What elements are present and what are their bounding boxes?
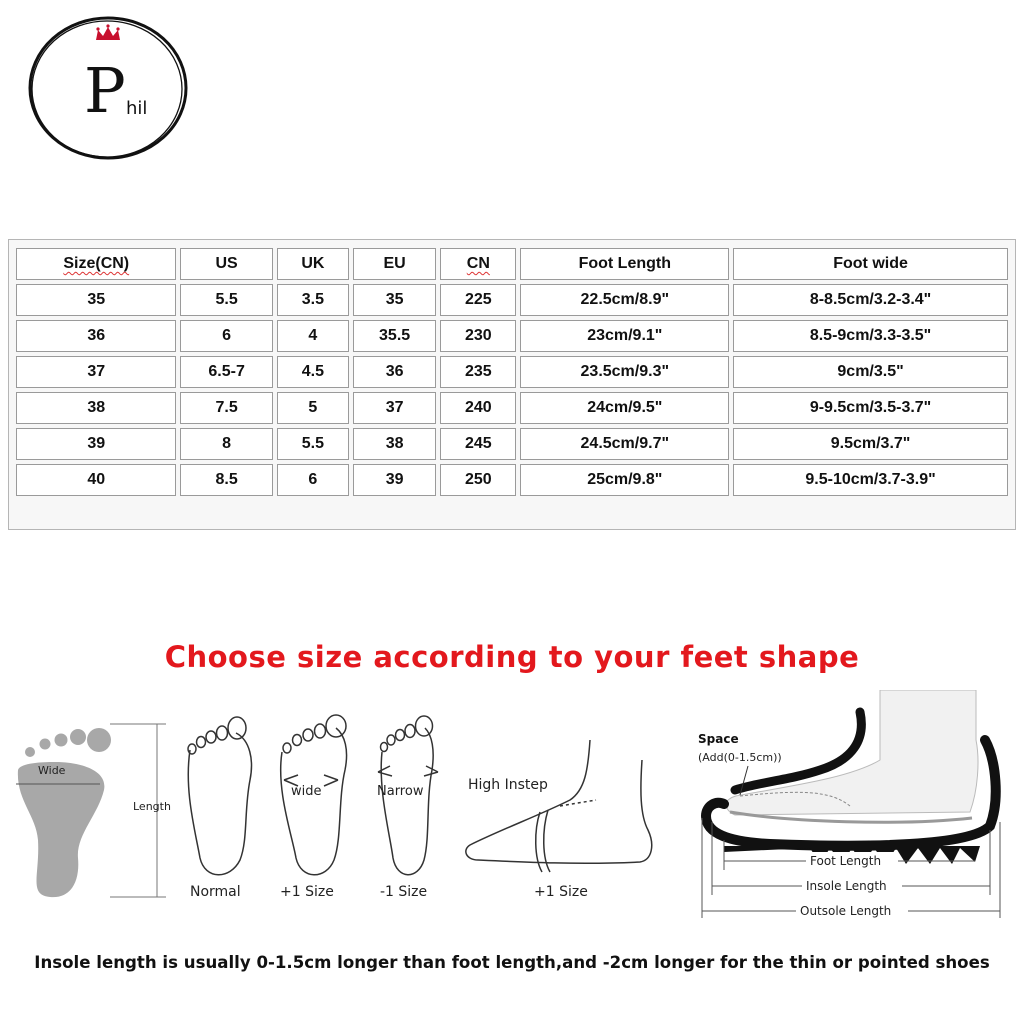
high-instep-caption: +1 Size [534, 884, 588, 900]
narrow-foot-caption: -1 Size [380, 884, 428, 900]
cell-cn: 225 [440, 284, 516, 316]
table-row [16, 392, 1008, 424]
header-size-cn: Size(CN) [16, 248, 176, 280]
cell-foot-length: 22.5cm/8.9" [520, 284, 729, 316]
phil-logo [26, 10, 190, 162]
cell-size-cn: 39 [16, 428, 176, 460]
header-uk: UK [277, 248, 349, 280]
cell-foot-wide: 9cm/3.5" [733, 356, 1008, 388]
logo-letter: P [84, 54, 126, 127]
cell-eu: 35.5 [353, 320, 436, 352]
cell-eu: 35 [353, 284, 436, 316]
table-row [16, 356, 1008, 388]
cell-foot-length: 23.5cm/9.3" [520, 356, 729, 388]
cell-size-cn: 38 [16, 392, 176, 424]
cell-cn: 245 [440, 428, 516, 460]
cell-uk: 4.5 [277, 356, 349, 388]
header-us: US [180, 248, 272, 280]
cell-eu: 37 [353, 392, 436, 424]
outsole-length-label: Outsole Length [800, 904, 892, 918]
normal-foot-icon [188, 717, 251, 875]
cell-eu: 38 [353, 428, 436, 460]
header-foot-length: Foot Length [520, 248, 729, 280]
cell-us: 6.5-7 [180, 356, 272, 388]
cell-uk: 3.5 [277, 284, 349, 316]
wide-label: Wide [38, 764, 66, 777]
insole-length-label: Insole Length [806, 879, 887, 893]
table-row [16, 428, 1008, 460]
cell-us: 7.5 [180, 392, 272, 424]
cell-foot-length: 24cm/9.5" [520, 392, 729, 424]
cell-uk: 5.5 [277, 428, 349, 460]
cell-size-cn: 40 [16, 464, 176, 496]
feet-shape-diagram [0, 690, 1024, 940]
header-cn: CN [440, 248, 516, 280]
cell-foot-length: 25cm/9.8" [520, 464, 729, 496]
cell-uk: 6 [277, 464, 349, 496]
size-chart [8, 239, 1016, 530]
length-label: Length [133, 800, 171, 813]
table-row [16, 464, 1008, 496]
cell-uk: 5 [277, 392, 349, 424]
guide-headline: Choose size according to your feet shape [164, 640, 860, 674]
wide-foot-caption: +1 Size [280, 884, 334, 900]
cell-size-cn: 37 [16, 356, 176, 388]
foot-length-label: Foot Length [810, 854, 882, 868]
high-instep-label: High Instep [468, 777, 548, 793]
cell-foot-wide: 8.5-9cm/3.3-3.5" [733, 320, 1008, 352]
table-row [16, 320, 1008, 352]
cell-cn: 240 [440, 392, 516, 424]
cell-size-cn: 35 [16, 284, 176, 316]
cell-cn: 250 [440, 464, 516, 496]
space-sub-label: (Add(0-1.5cm)) [698, 751, 782, 764]
cell-us: 5.5 [180, 284, 272, 316]
cell-size-cn: 36 [16, 320, 176, 352]
narrow-foot-label: Narrow [377, 784, 424, 799]
wide-foot-label: wide [291, 784, 322, 799]
cell-foot-length: 24.5cm/9.7" [520, 428, 729, 460]
header-eu: EU [353, 248, 436, 280]
cell-foot-wide: 9.5cm/3.7" [733, 428, 1008, 460]
space-label: Space [698, 732, 739, 746]
normal-caption: Normal [190, 884, 241, 900]
cell-uk: 4 [277, 320, 349, 352]
cell-cn: 230 [440, 320, 516, 352]
cell-us: 8 [180, 428, 272, 460]
cell-foot-wide: 8-8.5cm/3.2-3.4" [733, 284, 1008, 316]
cell-foot-wide: 9-9.5cm/3.5-3.7" [733, 392, 1008, 424]
shoe-cross-section-icon [706, 690, 996, 864]
cell-us: 8.5 [180, 464, 272, 496]
table-header-row [16, 248, 1008, 280]
cell-eu: 39 [353, 464, 436, 496]
logo-text: hil [126, 98, 148, 119]
footprint-icon [18, 728, 111, 897]
size-table [12, 244, 1012, 500]
cell-eu: 36 [353, 356, 436, 388]
cell-us: 6 [180, 320, 272, 352]
cell-cn: 235 [440, 356, 516, 388]
header-foot-wide: Foot wide [733, 248, 1008, 280]
high-instep-icon [466, 740, 652, 872]
table-row [16, 284, 1008, 316]
cell-foot-length: 23cm/9.1" [520, 320, 729, 352]
cell-foot-wide: 9.5-10cm/3.7-3.9" [733, 464, 1008, 496]
crown-icon [96, 24, 120, 40]
insole-footnote: Insole length is usually 0-1.5cm longer than foot length,and -2cm longer for the thin or pointed shoes [34, 953, 990, 972]
